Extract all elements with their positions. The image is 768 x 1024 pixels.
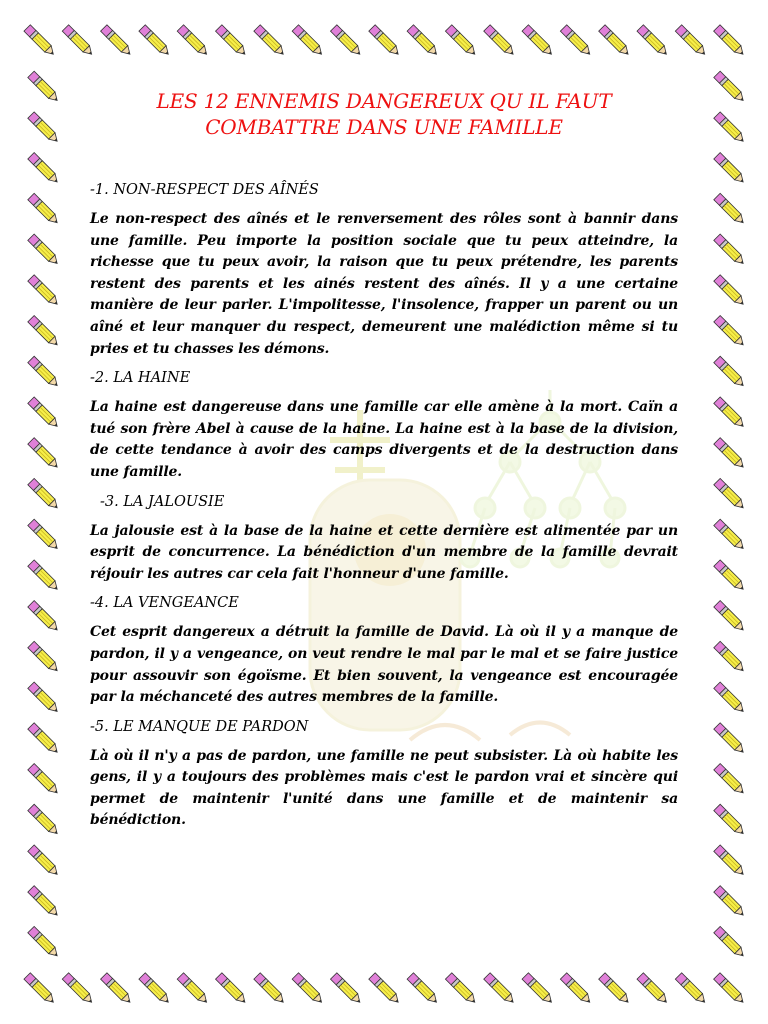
section-heading: -1. NON-RESPECT DES AÎNÉS bbox=[90, 182, 319, 198]
pencil-icon bbox=[714, 886, 747, 919]
pencil-icon bbox=[28, 682, 61, 715]
pencil-icon bbox=[28, 601, 61, 634]
section-heading: -5. LE MANQUE DE PARDON bbox=[90, 718, 309, 735]
pencil-icon bbox=[28, 519, 61, 552]
pencil-icon bbox=[24, 973, 57, 1006]
pencil-icon bbox=[28, 560, 61, 593]
section-2 bbox=[90, 368, 678, 483]
pencil-icon bbox=[714, 153, 747, 186]
pencil-icon bbox=[28, 112, 61, 145]
section-body: Cet esprit dangereux a détruit la famille de David. Là où il y a manque de pardon, il y a vengeance, on veut rendre le mal par le mal et se faire justice pour assouvir son égoïsme. Et bien souvent, la vengeance est encouragée par la méchanceté des autres membres de la famille. bbox=[90, 624, 678, 706]
section-body: La jalousie est à la base de la haine et cette dernière est alimentée par un esprit de concurrence. La bénédiction d'un membre de la famille devrait réjouir les autres car cela fait l'honneur d'une famille. bbox=[90, 522, 678, 582]
pencil-icon bbox=[62, 973, 95, 1006]
pencil-icon bbox=[216, 973, 249, 1006]
pencil-icon bbox=[28, 193, 61, 226]
section-heading: -4. LA VENGEANCE bbox=[90, 595, 239, 612]
pencil-icon bbox=[28, 845, 61, 878]
pencil-icon-row bbox=[20, 962, 748, 1014]
pencil-icon bbox=[714, 682, 747, 715]
pencil-border-left bbox=[14, 66, 72, 962]
section-5 bbox=[90, 717, 678, 832]
pencil-icon bbox=[637, 25, 670, 58]
pencil-icon bbox=[254, 973, 287, 1006]
pencil-icon bbox=[330, 973, 363, 1006]
pencil-icon bbox=[445, 25, 478, 58]
pencil-icon bbox=[28, 438, 61, 471]
section-1 bbox=[90, 180, 678, 360]
section-heading: -3. LA JALOUSIE bbox=[100, 493, 225, 510]
pencil-icon bbox=[714, 438, 747, 471]
pencil-icon bbox=[101, 973, 134, 1006]
pencil-icon bbox=[28, 153, 61, 186]
pencil-icon bbox=[254, 25, 287, 58]
pencil-icon bbox=[714, 519, 747, 552]
pencil-icon bbox=[522, 25, 555, 58]
pencil-icon bbox=[28, 804, 61, 837]
pencil-icon bbox=[369, 25, 402, 58]
pencil-icon bbox=[714, 397, 747, 430]
pencil-icon bbox=[484, 973, 517, 1006]
pencil-icon bbox=[62, 25, 95, 58]
pencil-icon bbox=[522, 973, 555, 1006]
pencil-icon bbox=[28, 641, 61, 674]
pencil-icon bbox=[714, 316, 747, 349]
title-line-2: COMBATTRE DANS UNE FAMILLE bbox=[205, 115, 563, 139]
pencil-icon bbox=[484, 25, 517, 58]
pencil-icon bbox=[714, 973, 747, 1006]
pencil-icon bbox=[675, 973, 708, 1006]
title-line-1: LES 12 ENNEMIS DANGEREUX QU IL FAUT bbox=[156, 89, 612, 113]
pencil-icon bbox=[28, 764, 61, 797]
pencil-icon bbox=[714, 560, 747, 593]
pencil-icon bbox=[560, 25, 593, 58]
pencil-icon bbox=[714, 845, 747, 878]
pencil-icon bbox=[675, 25, 708, 58]
pencil-icon bbox=[28, 275, 61, 308]
pencil-icon-column bbox=[700, 66, 758, 962]
pencil-icon bbox=[292, 25, 325, 58]
pencil-icon bbox=[560, 973, 593, 1006]
pencil-icon bbox=[714, 723, 747, 756]
pencil-icon bbox=[28, 234, 61, 267]
pencil-icon bbox=[101, 25, 134, 58]
pencil-icon bbox=[637, 973, 670, 1006]
section-body: Là où il n'y a pas de pardon, une famille ne peut subsister. Là où habite les gens, il y a toujours des problèmes mais c'est le pardon vrai et sincère qui permet de maintenir l'unité dans une famille et de maintenir sa bénédiction. bbox=[90, 747, 678, 829]
pencil-icon bbox=[330, 25, 363, 58]
section-body: La haine est dangereuse dans une famille car elle amène à la mort. Caïn a tué son frère Abel à cause de la haine. La haine est à la base de la division, de cette tendance à avoir des camps divergents et de la destruction dans une famille. bbox=[90, 399, 678, 480]
pencil-icon bbox=[714, 71, 747, 104]
pencil-icon bbox=[714, 193, 747, 226]
pencil-border-top bbox=[20, 14, 748, 66]
pencil-icon bbox=[714, 764, 747, 797]
pencil-icon bbox=[599, 25, 632, 58]
section-4 bbox=[90, 593, 678, 708]
pencil-icon bbox=[28, 397, 61, 430]
pencil-icon bbox=[216, 25, 249, 58]
pencil-icon bbox=[714, 804, 747, 837]
pencil-icon bbox=[714, 926, 747, 959]
pencil-icon bbox=[177, 25, 210, 58]
pencil-icon bbox=[714, 478, 747, 511]
section-3 bbox=[90, 492, 678, 586]
pencil-icon bbox=[445, 973, 478, 1006]
pencil-icon bbox=[714, 356, 747, 389]
section-heading: -2. LA HAINE bbox=[90, 370, 191, 387]
pencil-icon bbox=[714, 275, 747, 308]
pencil-icon bbox=[714, 112, 747, 145]
pencil-icon bbox=[369, 973, 402, 1006]
pencil-icon bbox=[292, 973, 325, 1006]
pencil-icon bbox=[714, 601, 747, 634]
pencil-border-right bbox=[700, 66, 758, 962]
pencil-icon bbox=[28, 478, 61, 511]
pencil-icon bbox=[407, 25, 440, 58]
pencil-border-bottom bbox=[20, 962, 748, 1014]
pencil-icon bbox=[407, 973, 440, 1006]
pencil-icon-column bbox=[14, 66, 72, 962]
pencil-icon bbox=[714, 641, 747, 674]
pencil-icon bbox=[24, 25, 57, 58]
pencil-icon bbox=[714, 25, 747, 58]
pencil-icon bbox=[139, 25, 172, 58]
pencil-icon bbox=[28, 886, 61, 919]
pencil-icon-row bbox=[20, 14, 748, 66]
document-title bbox=[90, 88, 678, 140]
section-body: Le non-respect des aînés et le renversement des rôles sont à bannir dans une famille. Peu importe la position sociale que tu peux atteindre, la richesse que tu peux avoir, la raison que tu peux prétendre, les parents restent des parents et les ainés restent des aînés. Il y a une certaine manière de leur parler. L'impolitesse, l'insolence, frapper un parent ou un aîné et leur manquer du respect, demeurent une malédiction même si tu pries et tu chasses les démons. bbox=[90, 211, 678, 357]
pencil-icon bbox=[714, 234, 747, 267]
document-content bbox=[90, 88, 678, 840]
pencil-icon bbox=[177, 973, 210, 1006]
pencil-icon bbox=[28, 356, 61, 389]
pencil-icon bbox=[28, 723, 61, 756]
pencil-icon bbox=[28, 926, 61, 959]
pencil-icon bbox=[139, 973, 172, 1006]
pencil-icon bbox=[599, 973, 632, 1006]
pencil-icon bbox=[28, 316, 61, 349]
pencil-icon bbox=[28, 71, 61, 104]
